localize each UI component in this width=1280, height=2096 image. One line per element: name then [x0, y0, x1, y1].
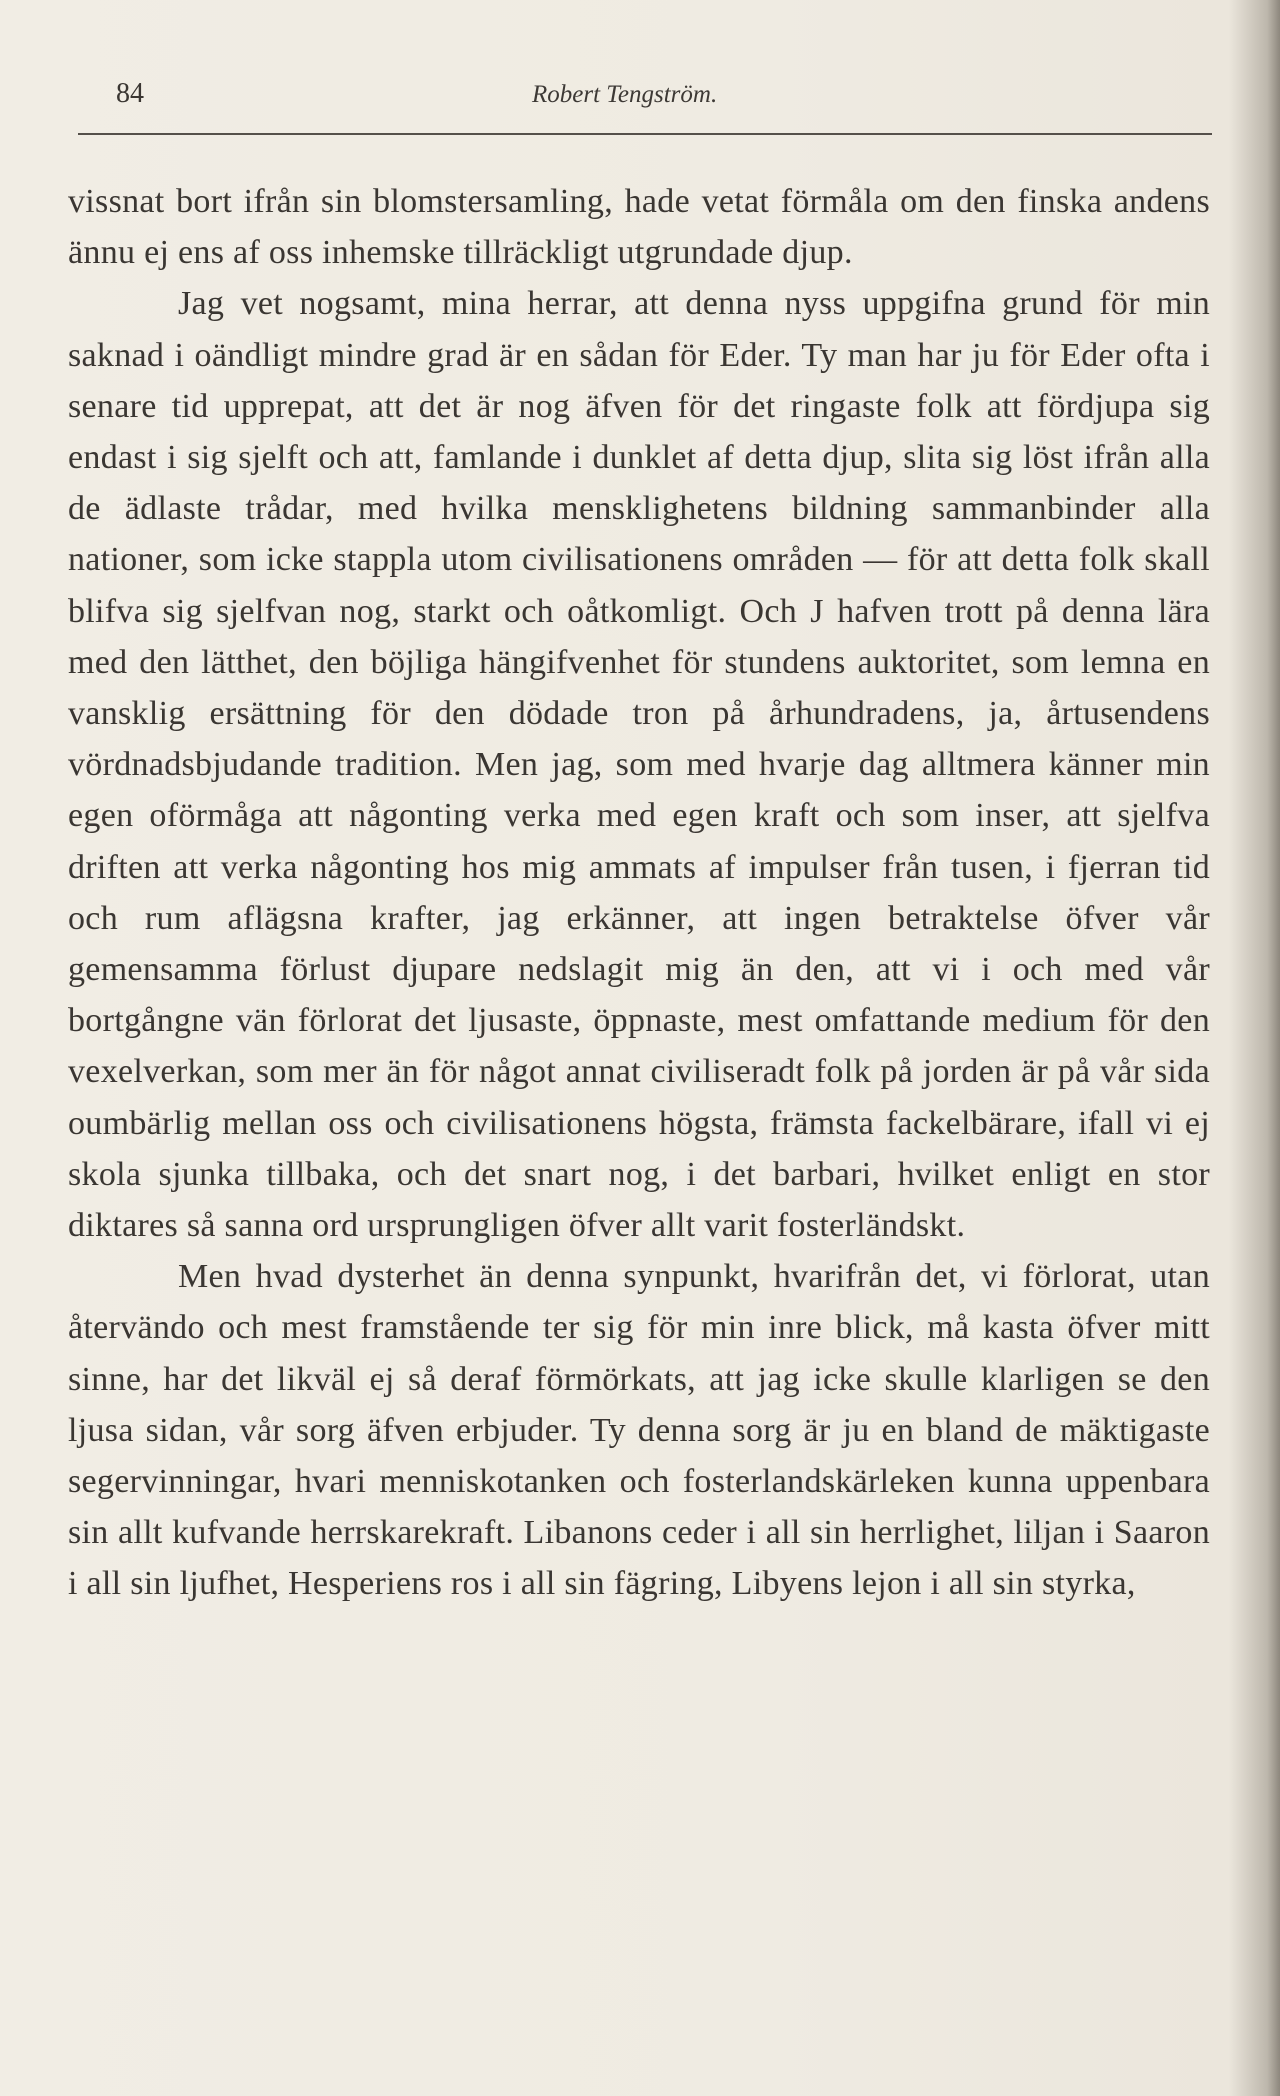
- paragraph: vissnat bort ifrån sin blomstersamling, hade vetat förmåla om den finska andens ännu ej ens af oss inhemske tillräckligt utgrundade djup.: [68, 183, 1210, 272]
- header-rule: [78, 133, 1212, 135]
- paragraph: Men hvad dysterhet än denna synpunkt, hvarifrån det, vi förlorat, utan återvändo och mest framstående ter sig för min inre blick, må kasta öfver mitt sinne, har det likväl ej så deraf förmörkats, att jag icke skulle klarligen se den ljusa sidan, vår sorg äfven erbjuder. Ty denna sorg är ju en bland de mäktigaste segervinningar, hvari menniskotanken och fosterlandskärleken kunna uppenbara sin allt kufvande herrskarekraft. Libanons ceder i all sin herrlighet, liljan i Saaron i all sin ljufhet, Hesperiens ros i all sin fägring, Libyens lejon i all sin styrka,: [68, 1258, 1210, 1603]
- page-header: [80, 70, 1210, 114]
- body-text: [68, 176, 1210, 1610]
- page-number: 84: [116, 78, 144, 109]
- running-head: Robert Tengström.: [532, 81, 718, 108]
- paragraph: Jag vet nogsamt, mina herrar, att denna nyss uppgifna grund för min saknad i oändligt mindre grad är en sådan för Eder. Ty man har ju för Eder ofta i senare tid upprepat, att det är nog äfven för det ringaste folk att fördjupa sig endast i sig sjelft och att, famlande i dunklet af detta djup, slita sig löst ifrån alla de ädlaste trådar, med hvilka mensklighetens bildning sammanbinder alla nationer, som icke stappla utom civilisationens områden — för att detta folk skall blifva sig sjelfvan nog, starkt och oåtkomligt. Och J hafven trott på denna lära med den lätthet, den böjliga hängifvenhet för stundens auktoritet, som lemna en vansklig ersättning för den dödade tron på århundradens, ja, årtusendens vördnadsbjudande tradition. Men jag, som med hvarje dag alltmera känner min egen oförmåga att någonting verka med egen kraft och som inser, att sjelfva driften att verka någonting hos mig ammats af impulser från tusen, i fjerran tid och rum aflägsna krafter, jag erkänner, att ingen betraktelse öfver vår gemensamma förlust djupare nedslagit mig än den, att vi i och med vår bortgångne vän förlorat det ljusaste, öppnaste, mest omfattande medium för den vexelverkan, som mer än för något annat civiliseradt folk på jorden är på vår sida oumbärlig mellan oss och civilisationens högsta, främsta fackelbärare, ifall vi ej skola sjunka tillbaka, och det snart nog, i det barbari, hvilket enligt en stor diktares så sanna ord ursprungligen öfver allt varit fosterländskt.: [68, 285, 1210, 1245]
